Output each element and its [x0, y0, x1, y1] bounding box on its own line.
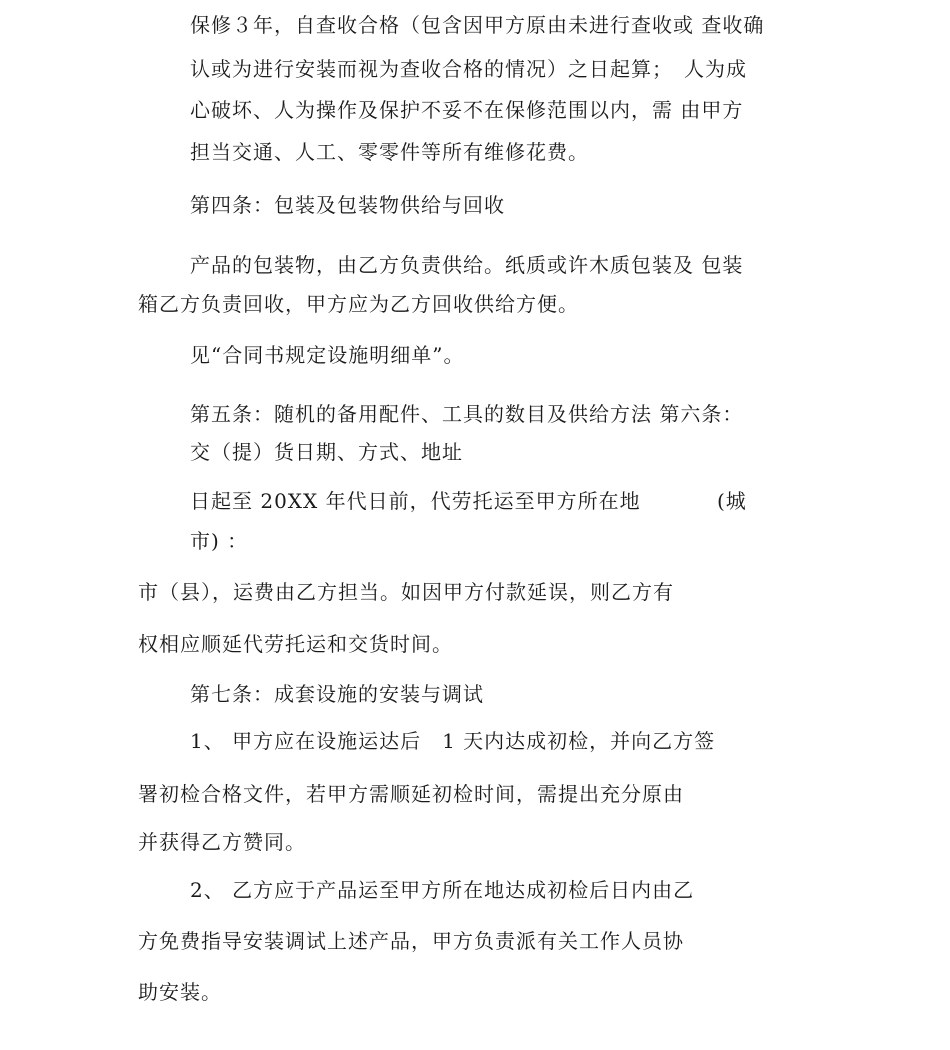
section-heading: 第五条：随机的备用配件、工具的数目及供给方法 第六条：: [190, 402, 744, 426]
section-heading: 第四条：包装及包装物供给与回收: [190, 193, 505, 217]
text-line: 担当交通、人工、零零件等所有维修花费。: [190, 140, 589, 164]
text-line: 1、 甲方应在设施运达后 1 天内达成初检，并向乙方签: [190, 729, 716, 753]
text-line: 保修３年，自查收合格（包含因甲方原由未进行查收或 查收确: [190, 13, 765, 37]
text-line: 认或为进行安装而视为查收合格的情况）之日起算； 人为成: [190, 57, 747, 81]
text-line: 署初检合格文件，若甲方需顺延初检时间，需提出充分原由: [138, 782, 684, 806]
text-line: 2、 乙方应于产品运至甲方所在地达成初检后日内由乙: [190, 878, 695, 902]
text-line: 市) ：: [190, 529, 249, 553]
text-line: 市（县），运费由乙方担当。如因甲方付款延误，则乙方有: [138, 580, 674, 604]
text-line: 助安装。: [138, 980, 222, 1004]
text-line: 产品的包装物，由乙方负责供给。纸质或许木质包装及 包装: [190, 253, 744, 277]
text-line: 心破坏、人为操作及保护不妥不在保修范围以内，需 由甲方: [190, 98, 744, 122]
text-line: 并获得乙方赞同。: [138, 830, 306, 854]
text-line: 权相应顺延代劳托运和交货时间。: [138, 632, 453, 656]
section-heading: 第七条：成套设施的安装与调试: [190, 682, 484, 706]
text-line: 见“合同书规定设施明细单”。: [190, 343, 465, 367]
section-heading: 交（提）货日期、方式、地址: [190, 440, 463, 464]
text-line: (城: [717, 489, 747, 513]
text-line: 日起至 20XX 年代日前，代劳托运至甲方所在地: [190, 489, 641, 513]
text-line: 方免费指导安装调试上述产品，甲方负责派有关工作人员协: [138, 929, 684, 953]
text-line: 箱乙方负责回收，甲方应为乙方回收供给方便。: [138, 292, 579, 316]
